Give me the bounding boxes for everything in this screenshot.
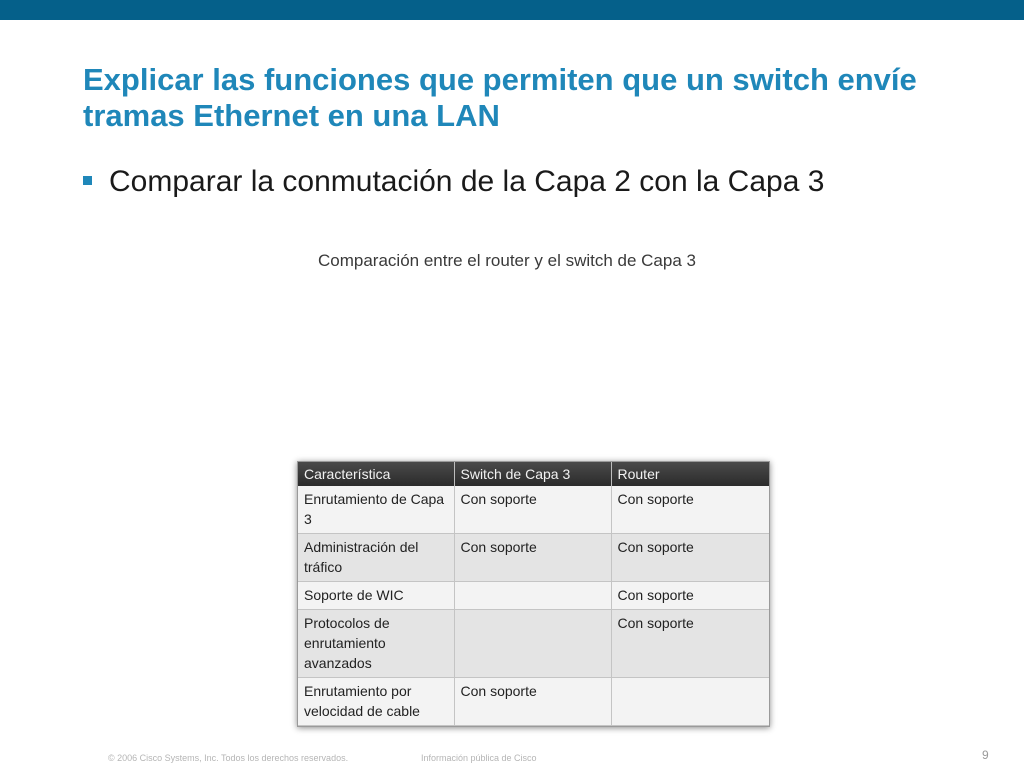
table-cell-feature: Enrutamiento de Capa 3	[298, 486, 454, 534]
table-cell-feature: Administración del tráfico	[298, 534, 454, 582]
bullet-item	[83, 162, 824, 202]
table-cell-switch: Con soporte	[454, 486, 611, 534]
table-row	[298, 534, 769, 582]
table-cell-feature: Soporte de WIC	[298, 582, 454, 610]
table-cell-switch: Con soporte	[454, 678, 611, 726]
table-header-row	[298, 462, 769, 486]
table-cell-router: Con soporte	[611, 486, 769, 534]
square-bullet-icon	[83, 176, 92, 185]
table-cell-switch: Con soporte	[454, 534, 611, 582]
table-caption: Comparación entre el router y el switch de Capa 3	[318, 251, 696, 270]
table-row	[298, 486, 769, 534]
table-cell-feature: Protocolos de enrutamiento avanzados	[298, 610, 454, 678]
footer-copyright: © 2006 Cisco Systems, Inc. Todos los derechos reservados.	[108, 753, 349, 763]
table-cell-switch	[454, 582, 611, 610]
table-cell-router	[611, 678, 769, 726]
table-row	[298, 678, 769, 726]
comparison-table	[297, 461, 770, 727]
header-feature: Característica	[298, 462, 454, 486]
top-bar	[0, 0, 1024, 20]
header-layer3-switch: Switch de Capa 3	[454, 462, 611, 486]
table-cell-switch	[454, 610, 611, 678]
slide-title: Explicar las funciones que permiten que un switch envíe tramas Ethernet en una LAN	[83, 62, 917, 133]
table-cell-router: Con soporte	[611, 610, 769, 678]
bullet-text: Comparar la conmutación de la Capa 2 con la Capa 3	[109, 165, 825, 198]
header-router: Router	[611, 462, 769, 486]
page-number: 9	[982, 748, 989, 762]
footer-classification: Información pública de Cisco	[421, 753, 537, 763]
table-cell-router: Con soporte	[611, 582, 769, 610]
table-row	[298, 610, 769, 678]
table-cell-feature: Enrutamiento por velocidad de cable	[298, 678, 454, 726]
table-row	[298, 582, 769, 610]
table-cell-router: Con soporte	[611, 534, 769, 582]
